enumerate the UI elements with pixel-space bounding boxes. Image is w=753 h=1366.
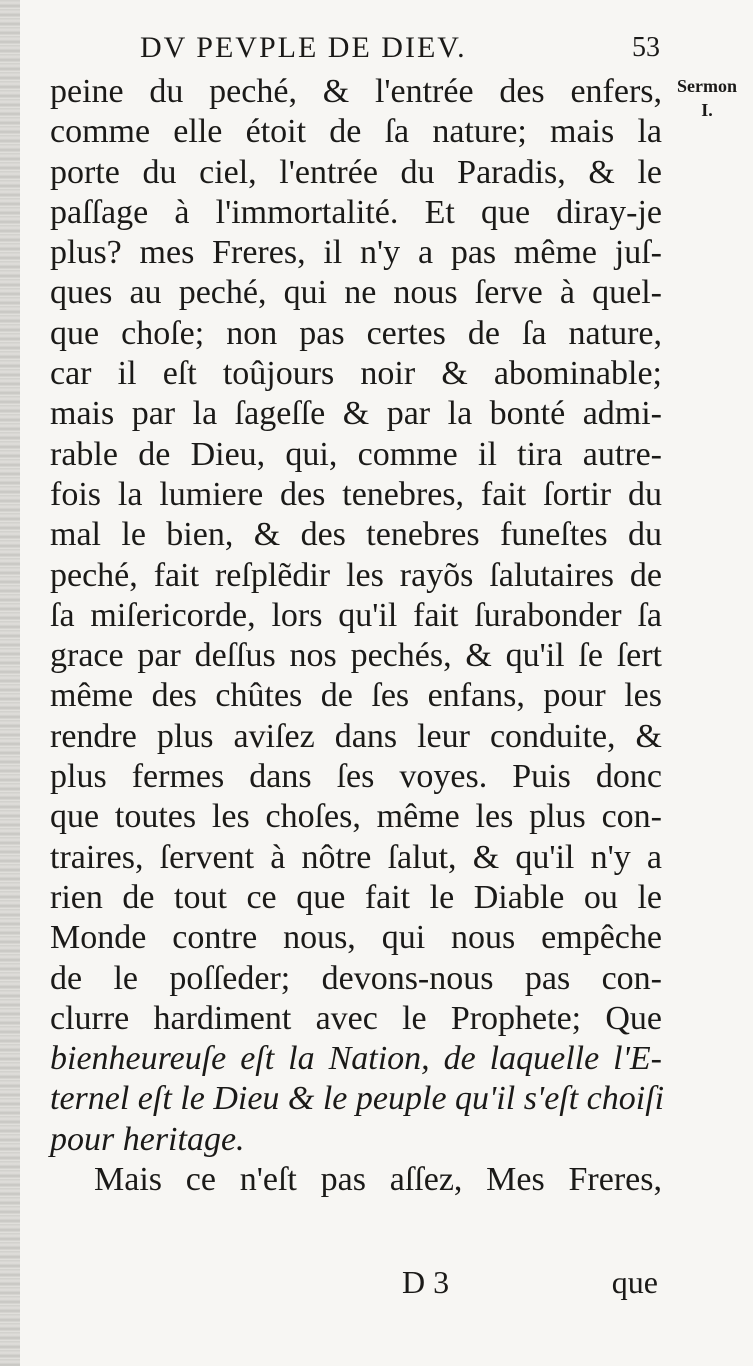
margin-note — [666, 74, 748, 122]
running-head: DV PEVPLE DE DIEV. — [140, 31, 467, 64]
text-line-7: que choſe; non pas certes de ſa nature, — [50, 314, 662, 352]
text-line-28-new-paragraph: Mais ce n'eſt pas aſſez, Mes Freres, — [94, 1161, 662, 1199]
margin-note-line-2: I. — [701, 100, 713, 120]
text-line-22: Monde contre nous, qui nous empêche — [50, 919, 662, 957]
page-gutter-shadow — [0, 0, 20, 1366]
text-line-26-quote: ternel eſt le Dieu & le peuple qu'il s'eſt choiſi — [50, 1080, 665, 1118]
text-line-3: porte du ciel, l'entrée du Paradis, & le — [50, 153, 662, 191]
text-line-15: grace par deſſus nos pechés, & qu'il ſe ſert — [50, 637, 662, 675]
text-line-25-quote: bienheureuſe eſt la Nation, de laquelle l'E- — [50, 1040, 662, 1078]
text-line-21: rien de tout ce que fait le Diable ou le — [50, 878, 662, 916]
page-header — [140, 28, 660, 68]
text-line-9: mais par la ſageſſe & par la bonté admi- — [50, 395, 662, 433]
text-line-18: plus fermes dans ſes voyes. Puis donc — [50, 758, 662, 796]
text-line-1: peine du peché, & l'entrée des enfers, — [50, 73, 662, 110]
margin-note-line-1: Sermon — [677, 76, 737, 96]
text-line-16: même des chûtes de ſes enfans, pour les — [50, 677, 662, 715]
text-line-14: ſa miſericorde, lors qu'il fait ſurabonder ſa — [50, 596, 662, 634]
catchword: que — [611, 1264, 658, 1300]
text-line-17: rendre plus aviſez dans leur conduite, & — [50, 717, 662, 755]
text-line-10: rable de Dieu, qui, comme il tira autre- — [50, 435, 662, 473]
text-line-8: car il eſt toûjours noir & abominable; — [50, 355, 662, 393]
body-text — [50, 72, 665, 1200]
text-line-20: traires, ſervent à nôtre ſalut, & qu'il n'y a — [50, 838, 662, 876]
signature-mark: D 3 — [402, 1264, 450, 1300]
text-line-24: clurre hardiment avec le Prophete; Que — [50, 999, 662, 1037]
page-footer — [50, 1262, 662, 1302]
text-line-23: de le poſſeder; devons-nous pas con- — [50, 959, 662, 997]
text-line-19: que toutes les choſes, même les plus con- — [50, 798, 662, 836]
text-line-4: paſſage à l'immortalité. Et que diray-je — [50, 193, 662, 231]
text-line-6: ques au peché, qui ne nous ſerve à quel- — [50, 274, 662, 312]
text-line-12: mal le bien, & des tenebres funeſtes du — [50, 516, 662, 554]
text-line-2: comme elle étoit de ſa nature; mais la — [50, 113, 662, 151]
page-number: 53 — [632, 32, 660, 63]
text-line-13: peché, fait reſplẽdir les rayõs ſalutaires de — [50, 556, 662, 594]
text-line-11: fois la lumiere des tenebres, fait ſortir du — [50, 475, 662, 513]
text-line-5: plus? mes Freres, il n'y a pas même juſ- — [50, 234, 662, 272]
text-line-27-quote: pour heritage. — [50, 1120, 245, 1158]
